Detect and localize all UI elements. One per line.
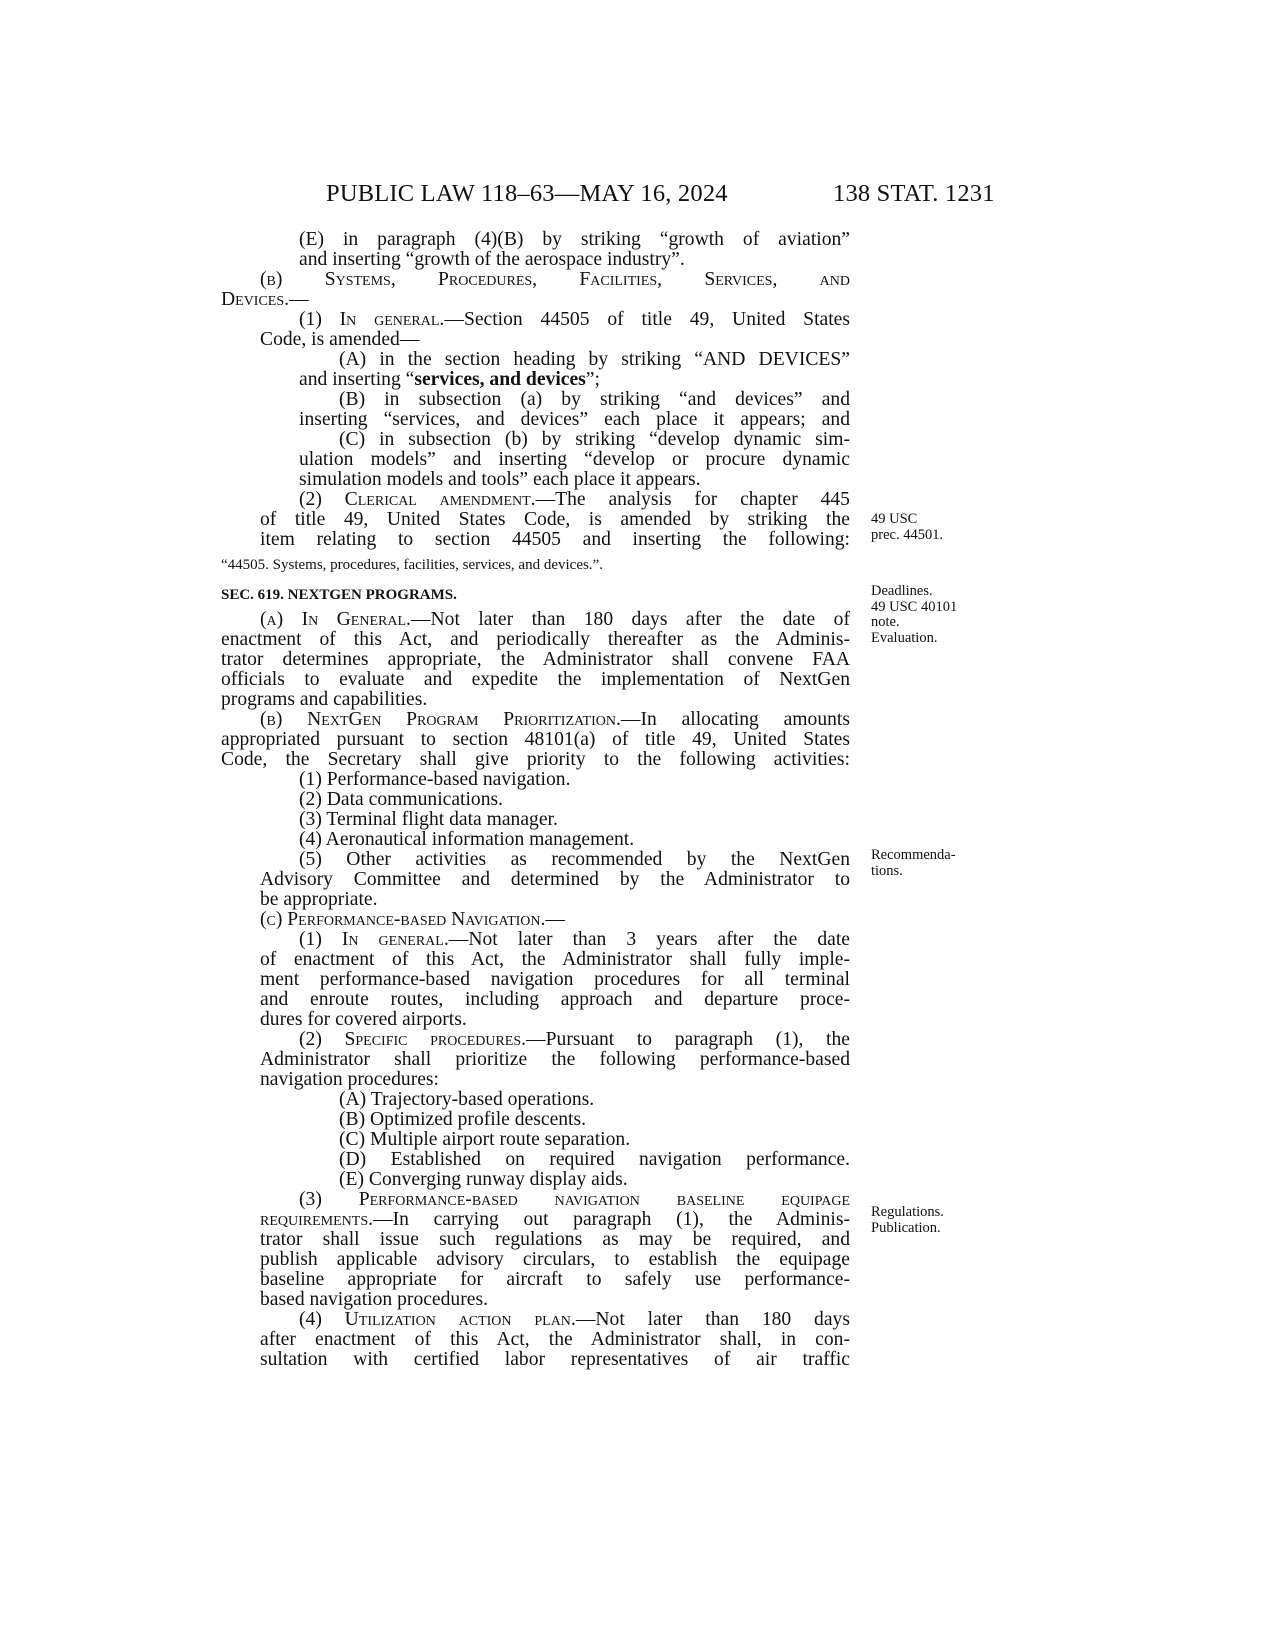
paragraph-heading: (2) Clerical amendment. [299, 489, 536, 510]
paragraph-heading: (2) Specific procedures. [299, 1029, 527, 1050]
text-line: trator shall issue such regulations as may be required, and [260, 1229, 850, 1250]
paragraph-heading: (4) Utilization action plan. [299, 1309, 576, 1330]
header-title: PUBLIC LAW 118–63—MAY 16, 2024 [326, 180, 728, 207]
list-item: (4) Aeronautical information management. [299, 829, 635, 850]
text-span: —Not later than 180 days [575, 1309, 850, 1330]
text-line: be appropriate. [260, 889, 378, 910]
text-line: ment performance-based navigation procedures for all terminal [260, 969, 850, 990]
text-span: ”; [585, 369, 600, 390]
margin-note: tions. [871, 862, 903, 879]
text-line: (E) in paragraph (4)(B) by striking “growth of aviation” [299, 229, 850, 250]
text-line: of title 49, United States Code, is amended by striking the [260, 509, 850, 530]
text-line: sultation with certified labor representatives of air traffic [260, 1349, 850, 1370]
subsection-heading: Devices.— [221, 289, 309, 310]
text-line: (B) in subsection (a) by striking “and devices” and [339, 389, 850, 410]
margin-note: 49 USC [871, 511, 918, 527]
margin-note: Publication. [871, 1219, 941, 1236]
text-line [299, 370, 850, 390]
margin-note: note. [871, 614, 900, 630]
text-line: publish applicable advisory circulars, to establish the equipage [260, 1249, 850, 1270]
text-line [299, 310, 850, 330]
text-line: baseline appropriate for aircraft to safely use performance- [260, 1269, 850, 1290]
text-line: officials to evaluate and expedite the implementation of NextGen [221, 669, 850, 690]
margin-note: Recommenda- [871, 847, 956, 863]
list-item: (5) Other activities as recommended by the NextGen [299, 849, 850, 870]
text-line: dures for covered airports. [260, 1009, 467, 1030]
text-span: —The analysis for chapter 445 [535, 489, 850, 510]
list-item: (B) Optimized profile descents. [339, 1109, 587, 1130]
text-span: —In carrying out paragraph (1), the Adminis- [373, 1209, 850, 1230]
text-span: —Not later than 3 years after the date [448, 929, 850, 950]
text-span: and inserting “ [299, 369, 415, 390]
list-item: (E) Converging runway display aids. [339, 1169, 628, 1190]
list-item: (1) Performance-based navigation. [299, 769, 571, 790]
text-span: —In allocating amounts [620, 709, 850, 730]
paragraph-heading: (3) Performance-based navigation baseline equipage [299, 1189, 850, 1210]
margin-note: Regulations. [871, 1204, 944, 1220]
text-line: simulation models and tools” each place it appears. [299, 469, 701, 490]
text-line: ulation models” and inserting “develop or procure dynamic [299, 449, 850, 470]
text-line: enactment of this Act, and periodically thereafter as the Adminis- [221, 629, 850, 650]
text-line [299, 490, 850, 510]
text-line: item relating to section 44505 and inserting the following: [260, 529, 850, 550]
text-line: Advisory Committee and determined by the Administrator to [260, 869, 850, 890]
text-line: and inserting “growth of the aerospace industry”. [299, 249, 685, 270]
text-line: (A) in the section heading by striking “AND DEVICES” [339, 349, 850, 370]
text-line [260, 610, 850, 630]
text-line [299, 1030, 850, 1050]
text-line: programs and capabilities. [221, 689, 428, 710]
text-line: and enroute routes, including approach and departure proce- [260, 989, 850, 1010]
paragraph-heading: requirements. [260, 1209, 374, 1230]
header-page-number: 138 STAT. 1231 [833, 180, 995, 207]
bold-text: services, and devices [414, 369, 586, 390]
text-span: —Pursuant to paragraph (1), the [526, 1029, 850, 1050]
text-line: (C) in subsection (b) by striking “develop dynamic sim- [339, 429, 850, 450]
list-item: (D) Established on required navigation performance. [339, 1149, 850, 1170]
list-item: (2) Data communications. [299, 789, 504, 810]
text-line: of enactment of this Act, the Administrator shall fully imple- [260, 949, 850, 970]
paragraph-heading: (1) In general. [299, 309, 445, 330]
text-line: based navigation procedures. [260, 1289, 488, 1310]
text-span: —Not later than 180 days after the date of [410, 609, 850, 630]
text-line: Code, is amended— [260, 329, 420, 350]
text-line: navigation procedures: [260, 1069, 440, 1090]
text-line: Code, the Secretary shall give priority to the following activities: [221, 749, 850, 770]
margin-note: Deadlines. [871, 583, 933, 599]
list-item: (C) Multiple airport route separation. [339, 1129, 631, 1150]
section-heading: SEC. 619. NEXTGEN PROGRAMS. [221, 587, 457, 603]
list-item: (A) Trajectory-based operations. [339, 1089, 595, 1110]
inserted-item: “44505. Systems, procedures, facilities, services, and devices.”. [221, 557, 603, 573]
text-line [260, 710, 850, 730]
text-line [299, 1310, 850, 1330]
subsection-heading: (b) NextGen Program Prioritization. [260, 709, 621, 730]
text-line [299, 930, 850, 950]
subsection-heading: (b) Systems, Procedures, Facilities, Services, and [260, 269, 850, 290]
text-line: trator determines appropriate, the Administrator shall convene FAA [221, 649, 850, 670]
margin-note: Evaluation. [871, 629, 938, 646]
margin-note: 49 USC 40101 [871, 598, 958, 615]
text-line: Administrator shall prioritize the following performance-based [260, 1049, 850, 1070]
text-span: —Section 44505 of title 49, United States [444, 309, 850, 330]
text-line [260, 1210, 850, 1230]
paragraph-heading: (1) In general. [299, 929, 449, 950]
margin-note: prec. 44501. [871, 526, 944, 543]
list-item: (3) Terminal flight data manager. [299, 809, 558, 830]
text-line: inserting “services, and devices” each place it appears; and [299, 409, 850, 430]
subsection-heading: (a) In General. [260, 609, 411, 630]
text-line: after enactment of this Act, the Administrator shall, in con- [260, 1329, 850, 1350]
text-line: appropriated pursuant to section 48101(a) of title 49, United States [221, 729, 850, 750]
subsection-heading: (c) Performance-based Navigation.— [260, 909, 566, 930]
